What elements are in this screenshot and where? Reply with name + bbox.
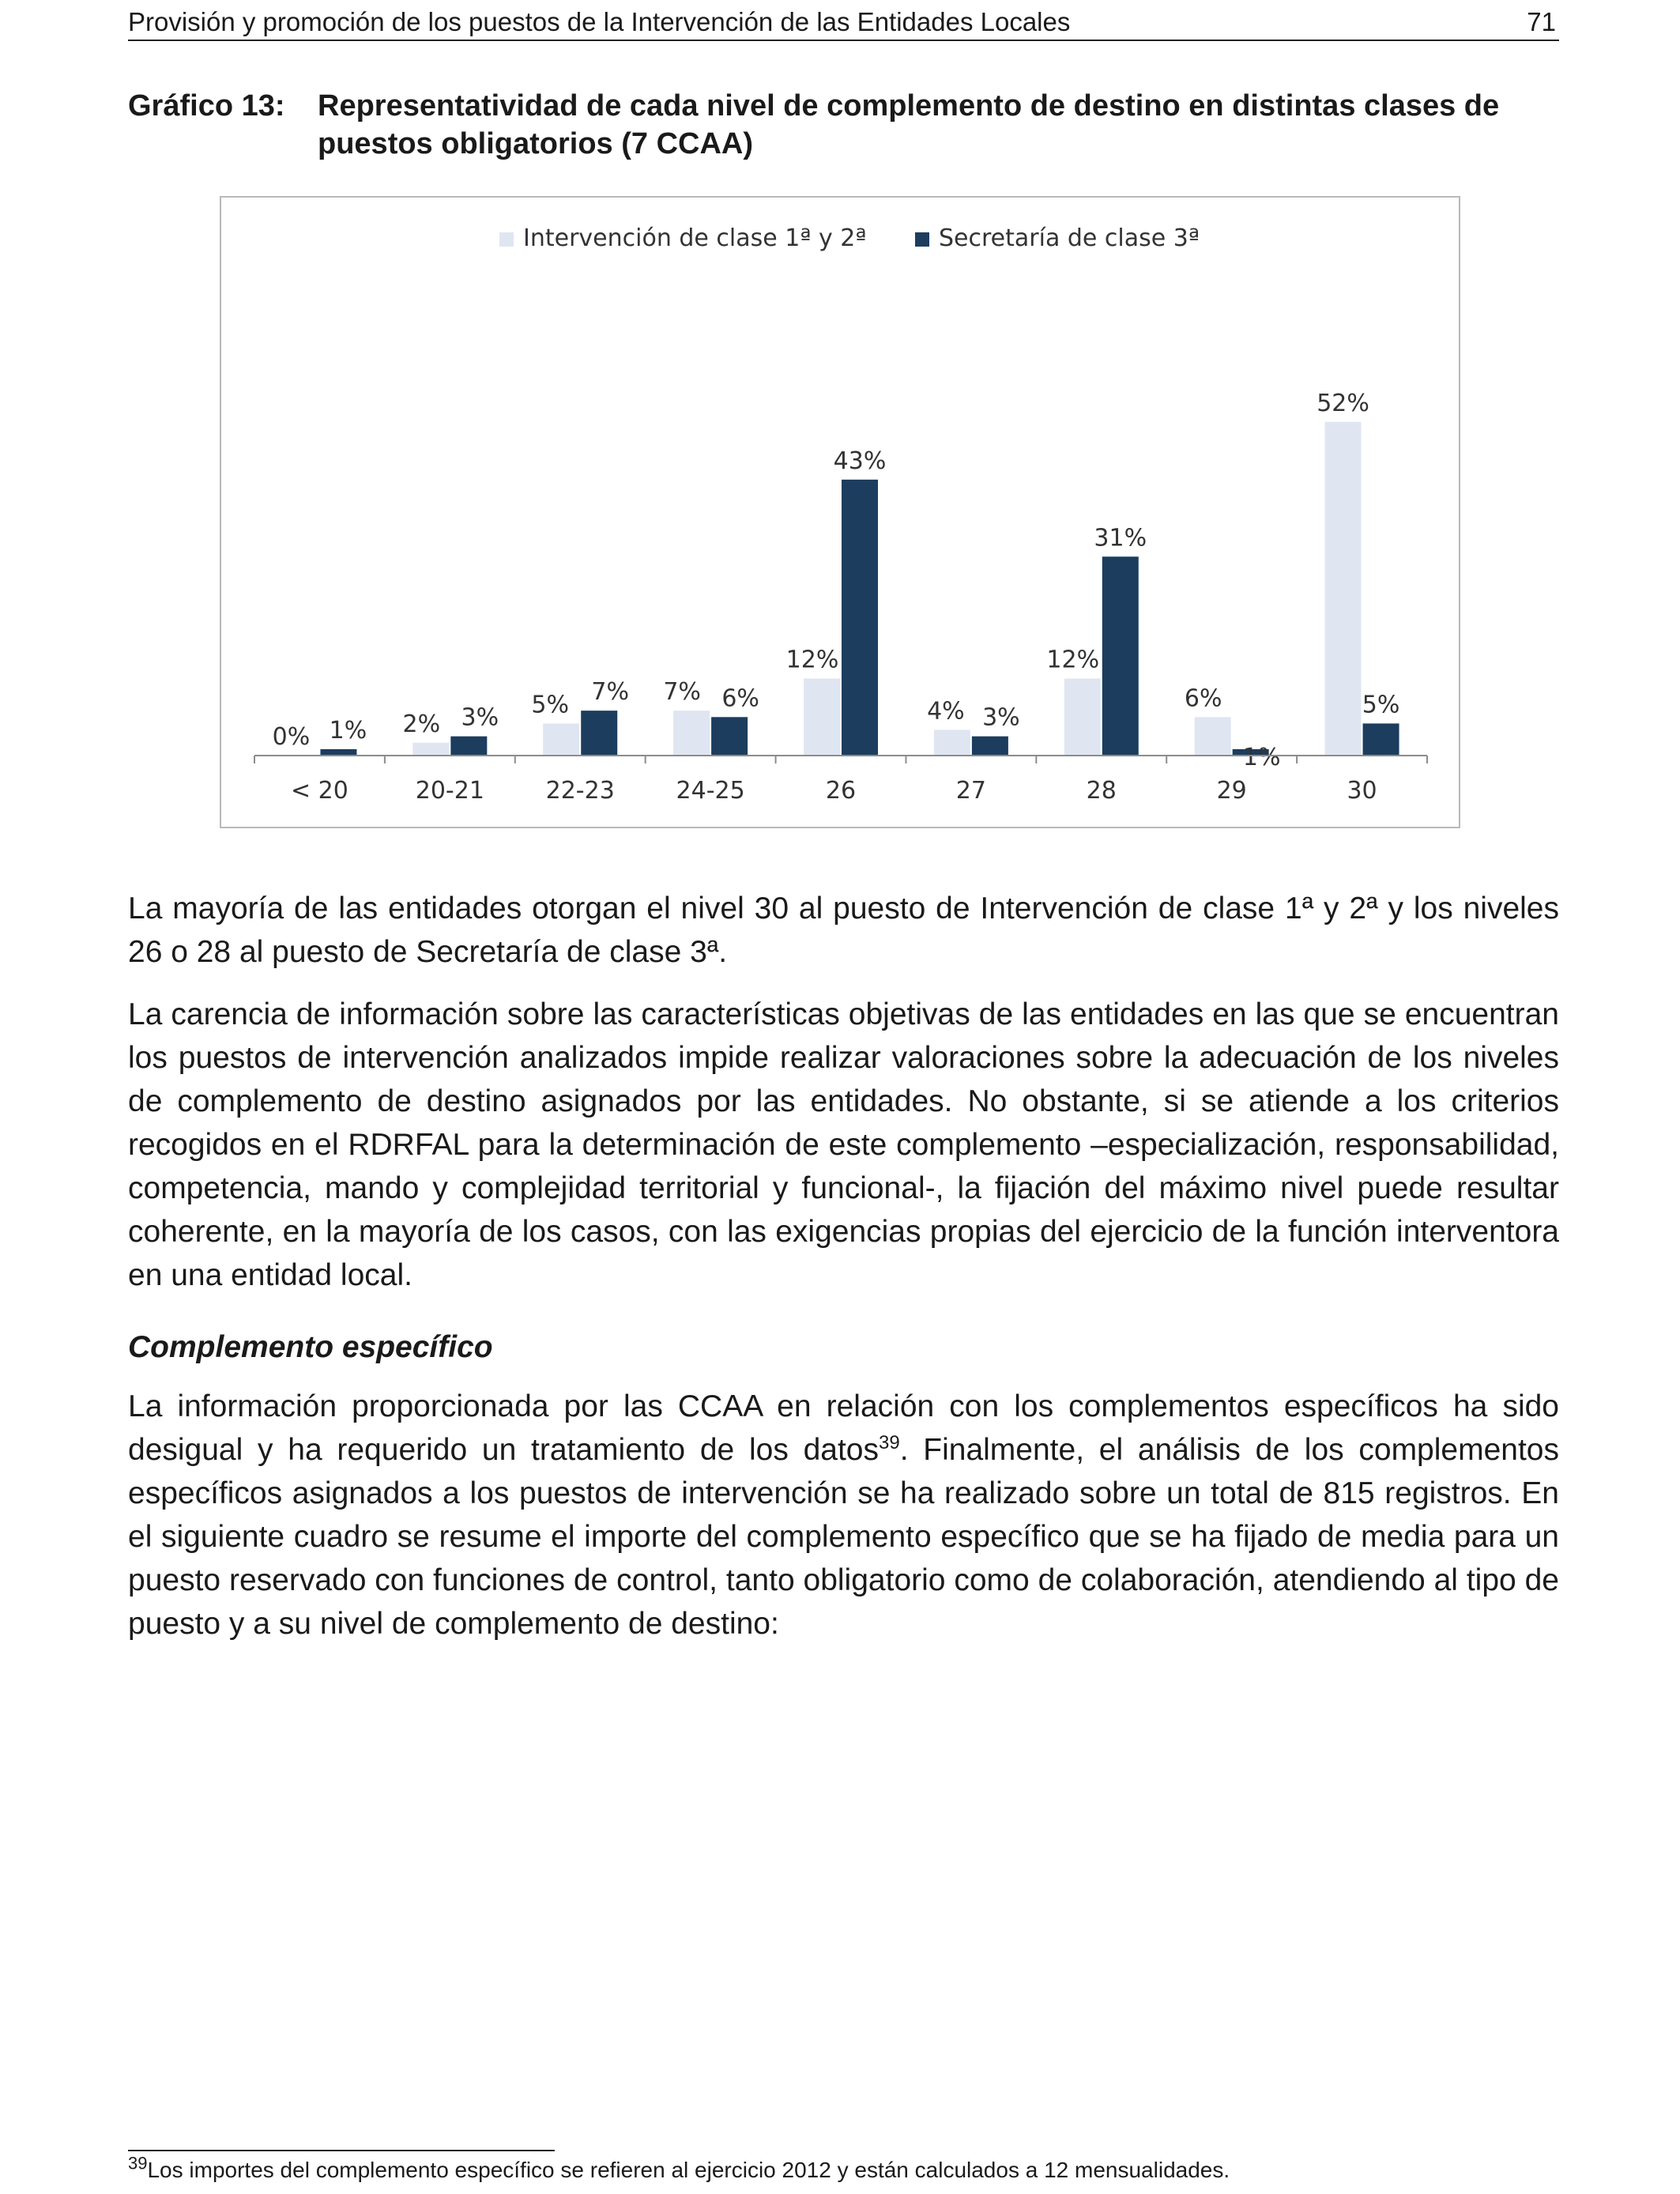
- bar-s2-20: [320, 749, 356, 756]
- legend-label-2: Secretaría de clase 3ª: [939, 224, 1200, 252]
- footnote: [128, 2153, 1230, 2185]
- data-label-s2-20: 1%: [329, 716, 367, 745]
- chart-bars: [273, 390, 1400, 771]
- x-tick-label-24-25: 24-25: [676, 777, 745, 805]
- paragraph-3-text-continued: . Finalmente, el análisis de los complementos específicos asignados a los puestos de intervención se ha realizado sobre un total de 815 registros. En el siguiente cuadro se resume el importe del complemento específico que se ha fijado de media para un puesto reservado con funciones de control, tanto obligatorio como de colaboración, atendiendo al tipo de puesto y a su nivel de complemento de destino:: [128, 1433, 1559, 1641]
- bar-s2-22-23: [581, 711, 617, 756]
- data-label-s1-20-21: 2%: [402, 710, 441, 738]
- footnote-reference[interactable]: 39: [878, 1432, 900, 1453]
- bar-s1-20-21: [412, 743, 449, 756]
- paragraph-3-text: La información proporcionada por las CCAA en relación con los complementos específicos ha sido desigual y ha requerido un tratamiento de los datos: [128, 1389, 1559, 1467]
- paragraph-3: [128, 1385, 1559, 1646]
- legend-swatch-2: [915, 232, 929, 247]
- paragraph-1: La mayoría de las entidades otorgan el nivel 30 al puesto de Intervención de clase 1ª y 2ª y los niveles 26 o 28 al puesto de Secretaría de clase 3ª.: [128, 892, 1559, 969]
- data-label-s2-24-25: 6%: [721, 684, 759, 713]
- bar-s1-22-23: [543, 723, 579, 756]
- data-label-s1-29: 6%: [1184, 684, 1222, 713]
- data-label-s1-26: 12%: [785, 646, 839, 674]
- figure-label: Gráfico 13:: [128, 89, 285, 123]
- x-tick-label-29: 29: [1216, 777, 1247, 805]
- bar-s2-26: [842, 480, 878, 756]
- footnote-text: Los importes del complemento específico se refieren al ejercicio 2012 y están calculados a 12 mensualidades.: [147, 2158, 1230, 2182]
- paragraph-2: La carencia de información sobre las características objetivas de las entidades en las que se encuentran los puestos de intervención analizados impide realizar valoraciones sobre la adecuación de los niveles de complemento de destino asignados por las entidades. No obstante, si se atiende a los criterios recogidos en el RDRFAL para la determinación de este complemento –especialización, responsabilidad, competencia, mando y complejidad territorial y funcional-, la fijación del máximo nivel puede resultar coherente, en la mayoría de los casos, con las exigencias propias del ejercicio de la función interventora en una entidad local.: [128, 997, 1559, 1292]
- running-title: Provisión y promoción de los puestos de la Intervención de las Entidades Locales: [128, 7, 1071, 36]
- bar-s2-24-25: [711, 717, 748, 756]
- data-label-s1-28: 12%: [1046, 646, 1100, 674]
- bar-s1-29: [1195, 717, 1231, 756]
- page-number: 71: [1527, 7, 1556, 36]
- bar-s1-24-25: [673, 711, 710, 756]
- data-label-s1-22-23: 5%: [531, 691, 570, 719]
- bar-s2-30: [1363, 723, 1399, 756]
- figure-title: Representatividad de cada nivel de complemento de destino en distintas clases de puestos obligatorios (7 CCAA): [318, 89, 1500, 160]
- x-tick-label-22-23: 22-23: [545, 777, 615, 805]
- footnote-mark: 39: [128, 2153, 148, 2173]
- data-label-s1-30: 52%: [1317, 389, 1369, 417]
- section-heading: Complemento específico: [128, 1330, 493, 1364]
- running-header: [128, 5, 1559, 41]
- bar-chart: [220, 196, 1460, 828]
- bar-s2-20-21: [450, 737, 487, 756]
- x-tick-label-26: 26: [825, 777, 857, 805]
- x-tick-label-28: 28: [1086, 777, 1117, 805]
- data-label-s1-20: 0%: [272, 723, 311, 751]
- x-tick-label-27: 27: [955, 777, 986, 805]
- bar-s1-27: [934, 730, 970, 756]
- bar-s2-28: [1102, 556, 1139, 756]
- bar-s1-28: [1064, 679, 1101, 756]
- data-label-s1-27: 4%: [927, 697, 965, 726]
- bar-s2-27: [972, 737, 1008, 756]
- data-label-s2-27: 3%: [982, 703, 1020, 732]
- x-tick-label-30: 30: [1347, 777, 1377, 805]
- chart-canvas: [221, 198, 1459, 827]
- data-label-s2-30: 5%: [1362, 691, 1400, 719]
- bar-s1-30: [1325, 422, 1362, 756]
- x-tick-label-20-21: 20-21: [415, 777, 484, 805]
- data-label-s2-29: 1%: [1242, 743, 1281, 771]
- legend-swatch-1: [499, 232, 514, 247]
- chart-legend: [499, 224, 1200, 252]
- footnote-separator: [128, 2150, 555, 2151]
- x-tick-label-20: < 20: [291, 777, 348, 805]
- legend-label-1: Intervención de clase 1ª y 2ª: [523, 224, 867, 252]
- data-label-s2-20-21: 3%: [461, 703, 499, 732]
- data-label-s2-28: 31%: [1094, 524, 1147, 552]
- data-label-s2-26: 43%: [833, 447, 887, 475]
- data-label-s1-24-25: 7%: [663, 678, 701, 707]
- data-label-s2-22-23: 7%: [591, 678, 630, 707]
- bar-s1-26: [804, 679, 840, 756]
